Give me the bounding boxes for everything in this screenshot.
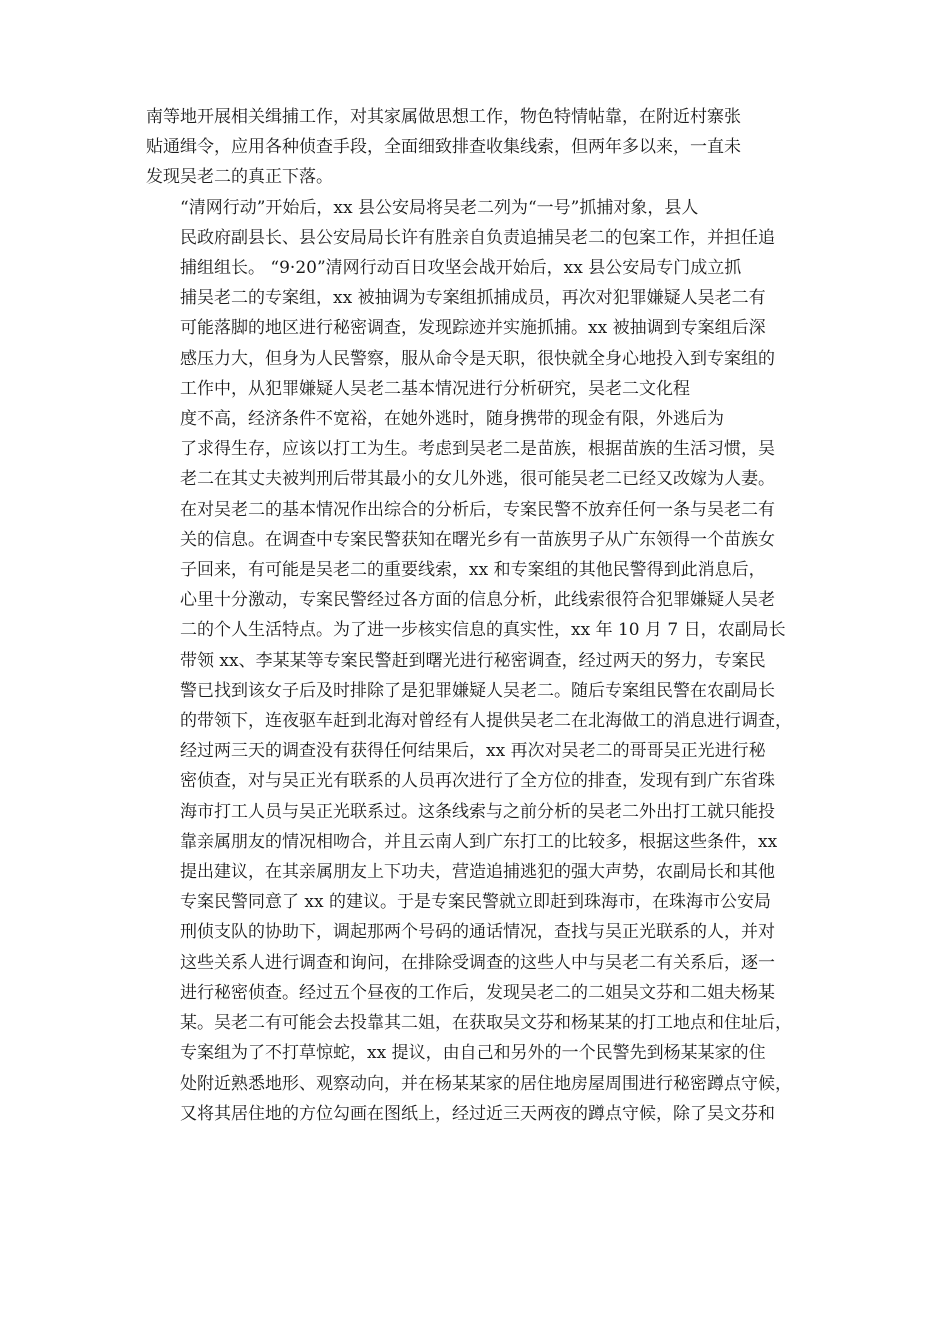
document-body bbox=[146, 102, 810, 1129]
text-line: 经过两三天的调查没有获得任何结果后，xx 再次对吴老二的哥哥吴正光进行秘 bbox=[180, 741, 766, 762]
text-line: 又将其居住地的方位勾画在图纸上，经过近三天两夜的蹲点守候，除了吴文芬和 bbox=[180, 1103, 775, 1124]
text-line: 捕组组长。 “9·20”清网行动百日攻坚会战开始后，xx 县公安局专门成立抓 bbox=[180, 258, 742, 279]
text-line: 老二在其丈夫被判刑后带其最小的女儿外逃，很可能吴老二已经又改嫁为人妻。 bbox=[180, 469, 775, 490]
text-line: 感压力大，但身为人民警察，服从命令是天职，很快就全身心地投入到专案组的 bbox=[180, 348, 775, 369]
text-line: 在对吴老二的基本情况作出综合的分析后，专案民警不放弃任何一条与吴老二有 bbox=[180, 499, 775, 520]
text-line: 二的个人生活特点。为了进一步核实信息的真实性，xx 年 10 月 7 日，农副局长 bbox=[180, 620, 786, 641]
text-line: 刑侦支队的协助下，调起那两个号码的通话情况，查找与吴正光联系的人，并对 bbox=[180, 922, 775, 943]
text-line: 关的信息。在调查中专案民警获知在曙光乡有一苗族男子从广东领得一个苗族女 bbox=[180, 529, 775, 550]
text-line: 这些关系人进行调查和询问，在排除受调查的这些人中与吴老二有关系后，逐一 bbox=[180, 952, 775, 973]
text-line: 提出建议，在其亲属朋友上下功夫，营造追捕逃犯的强大声势，农副局长和其他 bbox=[180, 862, 775, 883]
text-line: 专案组为了不打草惊蛇，xx 提议，由自己和另外的一个民警先到杨某某家的住 bbox=[180, 1043, 766, 1064]
text-line: 民政府副县长、县公安局局长许有胜亲自负责追捕吴老二的包案工作，并担任追 bbox=[180, 227, 775, 248]
text-line: 发现吴老二的真正下落。 bbox=[146, 167, 333, 188]
text-line: 密侦查，对与吴正光有联系的人员再次进行了全方位的排查，发现有到广东省珠 bbox=[180, 771, 775, 792]
text-line: 心里十分激动，专案民警经过各方面的信息分析，此线索很符合犯罪嫌疑人吴老 bbox=[180, 590, 775, 611]
document-page bbox=[146, 102, 810, 1129]
text-line: 贴通缉令，应用各种侦查手段，全面细致排查收集线索，但两年多以来，一直未 bbox=[146, 137, 741, 158]
text-line: 度不高，经济条件不宽裕，在她外逃时，随身携带的现金有限，外逃后为 bbox=[180, 409, 724, 430]
text-line: 的带领下，连夜驱车赶到北海对曾经有人提供吴老二在北海做工的消息进行调查， bbox=[180, 711, 792, 732]
paragraph bbox=[146, 404, 810, 1129]
text-line: 靠亲属朋友的情况相吻合，并且云南人到广东打工的比较多，根据这些条件，xx bbox=[180, 831, 778, 852]
text-line: 了求得生存，应该以打工为生。考虑到吴老二是苗族，根据苗族的生活习惯，吴 bbox=[180, 439, 775, 460]
text-line: 海市打工人员与吴正光联系过。这条线索与之前分析的吴老二外出打工就只能投 bbox=[180, 801, 775, 822]
text-line: 南等地开展相关缉捕工作，对其家属做思想工作，物色特情帖靠，在附近村寨张 bbox=[146, 107, 741, 127]
text-line: 某。吴老二有可能会去投靠其二姐，在获取吴文芬和杨某某的打工地点和住址后， bbox=[180, 1013, 792, 1034]
text-line: 工作中，从犯罪嫌疑人吴老二基本情况进行分析研究，吴老二文化程 bbox=[180, 378, 690, 399]
text-line: 带领 xx、李某某等专案民警赶到曙光进行秘密调查，经过两天的努力，专案民 bbox=[180, 650, 766, 671]
text-line: 子回来，有可能是吴老二的重要线索，xx 和专案组的其他民警得到此消息后， bbox=[180, 560, 766, 581]
paragraph bbox=[146, 193, 810, 404]
text-line: 可能落脚的地区进行秘密调查，发现踪迹并实施抓捕。xx 被抽调到专案组后深 bbox=[180, 318, 766, 339]
text-line: 警已找到该女子后及时排除了是犯罪嫌疑人吴老二。随后专案组民警在农副局长 bbox=[180, 680, 775, 701]
paragraph bbox=[146, 102, 810, 193]
text-line: 专案民警同意了 xx 的建议。于是专案民警就立即赶到珠海市，在珠海市公安局 bbox=[180, 892, 771, 913]
text-line: 进行秘密侦查。经过五个昼夜的工作后，发现吴老二的二姐吴文芬和二姐夫杨某 bbox=[180, 982, 775, 1003]
text-line: “清网行动”开始后，xx 县公安局将吴老二列为“一号”抓捕对象，县人 bbox=[180, 197, 699, 218]
text-line: 捕吴老二的专案组，xx 被抽调为专案组抓捕成员，再次对犯罪嫌疑人吴老二有 bbox=[180, 288, 766, 309]
text-line: 处附近熟悉地形、观察动向，并在杨某某家的居住地房屋周围进行秘密蹲点守候， bbox=[180, 1073, 792, 1094]
